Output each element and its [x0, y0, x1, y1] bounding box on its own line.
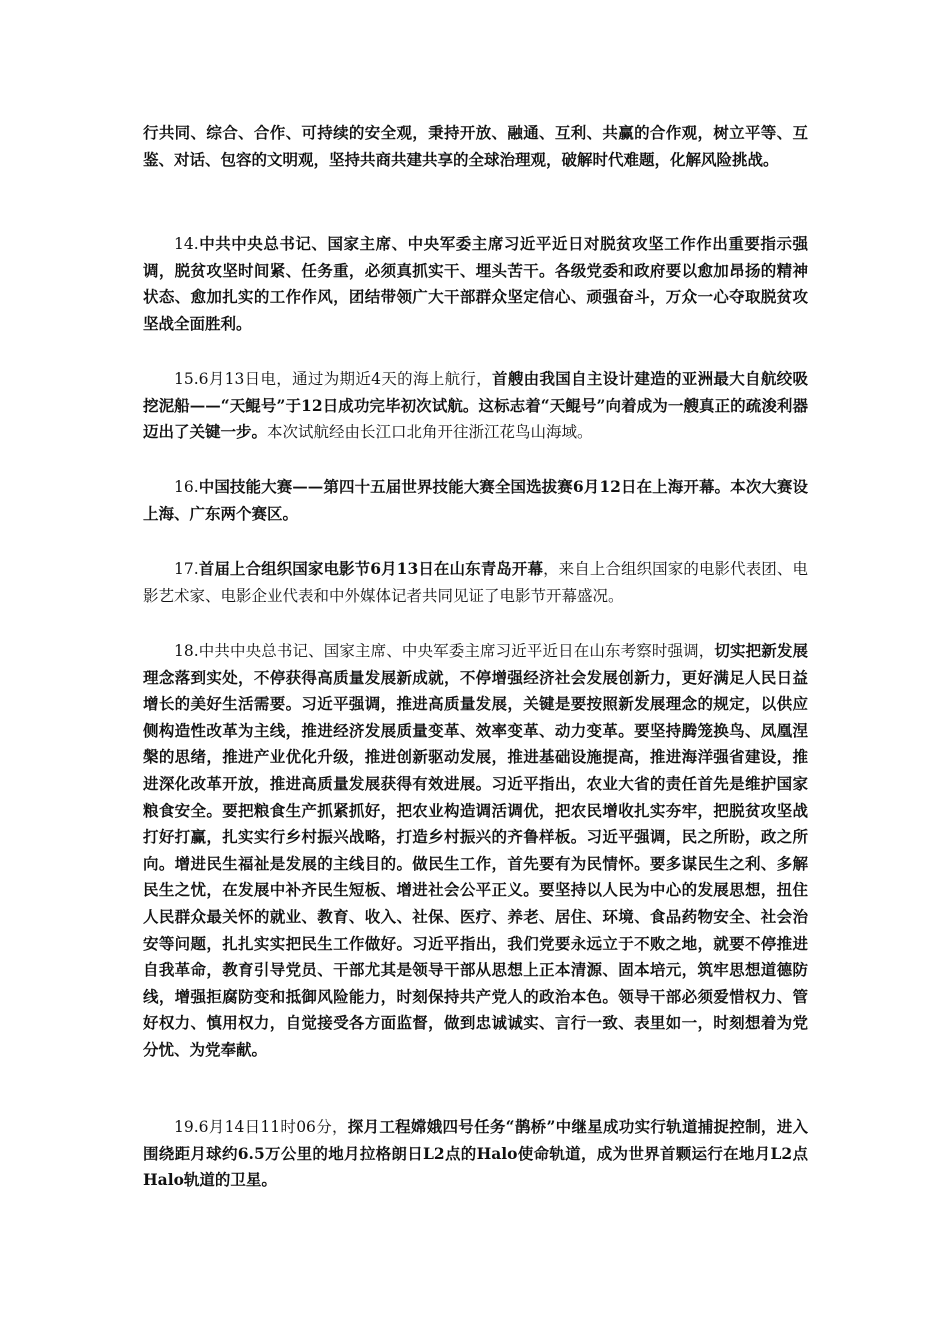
paragraph-tail: ，来自上合组织国家的电影代表团、电影艺术家、电影企业代表和中外媒体记者共同见证了电影节开幕盛况。	[143, 560, 808, 605]
paragraph-text: 行共同、综合、合作、可持续的安全观，秉持开放、融通、互利、共赢的合作观，树立平等、互鉴、对话、包容的文明观，坚持共商共建共享的全球治理观，破解时代难题，化解风险挑战。	[143, 123, 808, 169]
paragraph-19	[143, 1114, 808, 1194]
paragraph-15	[143, 366, 808, 446]
item-number: 16.	[174, 478, 199, 496]
paragraph-highlight: 首艘由我国自主设计建造的亚洲最大自航绞吸挖泥船——“天鲲号”于12日成功完毕初次试航。这标志着“天鲲号”向着成为一艘真正的疏浚利器迈出了关键一步。	[143, 369, 808, 442]
paragraph-tail: 本次试航经由长江口北角开往浙江花鸟山海域。	[267, 423, 593, 442]
paragraph-13-continuation	[143, 120, 808, 173]
paragraph-14	[143, 231, 808, 337]
paragraph-17	[143, 556, 808, 609]
paragraph-highlight: 切实把新发展理念落到实处，不停获得高质量发展新成就，不停增强经济社会发展创新力，更好满足人民日益增长的美好生活需要。习近平强调，推进高质量发展，关键是要按照新发展理念的规定，以供应侧构造性改革为主线，推进经济发展质量变革、效率变革、动力变革。要坚持腾笼换鸟、凤凰涅槃的思绪，推进产业优化升级，推进创新驱动发展，推进基础设施提高，推进海洋强省建设，推进深化改革开放，推进高质量发展获得有效进展。习近平指出，农业大省的责任首先是维护国家粮食安全。要把粮食生产抓紧抓好，把农业构造调活调优，把农民增收扎实夯牢，把脱贫攻坚战打好打赢，扎实实行乡村振兴战略，打造乡村振兴的齐鲁样板。习近平强调，民之所盼，政之所向。增进民生福祉是发展的主线目的。做民生工作，首先要有为民情怀。要多谋民生之利、多解民生之忧，在发展中补齐民生短板、增进社会公平正义。要坚持以人民为中心的发展思想，扭住人民群众最关怀的就业、教育、收入、社保、医疗、养老、居住、环境、食品药物安全、社会治安等问题，扎扎实实把民生工作做好。习近平指出，我们党要永远立于不败之地，就要不停推进自我革命，教育引导党员、干部尤其是领导干部从思想上正本清源、固本培元，筑牢思想道德防线，增强拒腐防变和抵御风险能力，时刻保持共产党人的政治本色。领导干部必须爱惜权力、管好权力、慎用权力，自觉接受各方面监督，做到忠诚诚实、言行一致、表里如一，时刻想着为党分忧、为党奉献。	[143, 641, 808, 1059]
paragraph-text: 中国技能大赛——第四十五届世界技能大赛全国选拔赛6月12日在上海开幕。本次大赛设上海、广东两个赛区。	[143, 477, 808, 523]
paragraph-lead: 19.6月14日11时06分，	[174, 1118, 348, 1136]
paragraph-18	[143, 638, 808, 1064]
paragraph-highlight: 探月工程嫦娥四号任务“鹊桥”中继星成功实行轨道捕捉控制，进入围绕距月球约6.5万公里的地月拉格朗日L2点的Halo使命轨道，成为世界首颗运行在地月L2点Halo轨道的卫星。	[143, 1117, 808, 1190]
paragraph-lead: 18.中共中央总书记、国家主席、中央军委主席习近平近日在山东考察时强调，	[174, 642, 715, 660]
item-number: 14.	[174, 235, 199, 253]
item-number: 17.	[174, 560, 199, 578]
paragraph-highlight: 首届上合组织国家电影节6月13日在山东青岛开幕	[198, 559, 544, 578]
paragraph-text: 中共中央总书记、国家主席、中央军委主席习近平近日对脱贫攻坚工作作出重要指示强调，脱贫攻坚时间紧、任务重，必须真抓实干、埋头苦干。各级党委和政府要以愈加昂扬的精神状态、愈加扎实的工作作风，团结带领广大干部群众坚定信心、顽强奋斗，万众一心夺取脱贫攻坚战全面胜利。	[143, 234, 808, 333]
paragraph-16	[143, 474, 808, 527]
paragraph-lead: 15.6月13日电，通过为期近4天的海上航行，	[174, 370, 493, 388]
